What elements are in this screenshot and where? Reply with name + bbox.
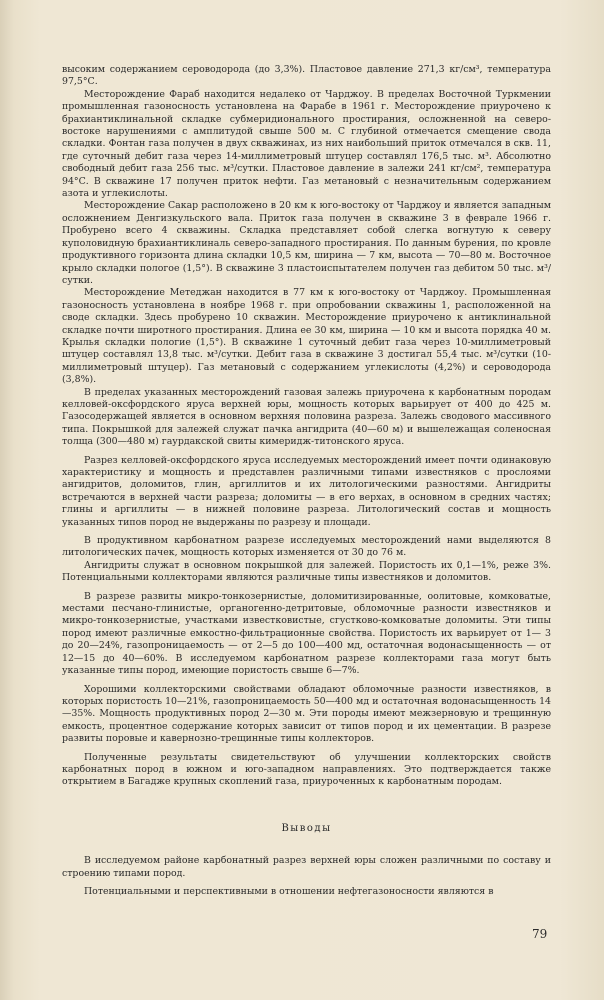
conclusion-paragraph: Потенциальными и перспективными в отношении нефтегазоносности являются в	[84, 885, 494, 897]
paragraph: В разрезе развиты микро-тонкозернистые, доломитизированные, оолитовые, комковатые, местами песчано-глинистые, органогенно-детритовые, обломочные разности известняков и микро-тонкозернистые, участками известковистые, сгустково-комковатые доломиты. Эти типы пород имеют различные емкостно-фильтрационные свойства. Пористость их варьирует от 1— 3 до 20—24%, газопроницаемость — от 2—5 до 100—400 мд, остаточная водонасыщенность — от 12—15 до 40—60%. В исследуемом карбонатном разрезе коллекторами газа могут быть указанные типы пород, имеющие пористость свыше 6—7%.	[62, 590, 551, 677]
paragraph: Ангидриты служат в основном покрышкой для залежей. Пористость их 0,1—1%, реже 3%. Потенциальными коллекторами являются различные типы известняков и доломитов.	[62, 559, 551, 584]
paragraph: Месторождение Метеджан находится в 77 км к юго-востоку от Чарджоу. Промышленная газоносность установлена в ноябре 1968 г. при опробовании скважины 1, расположенной на своде складки. Здесь пробурено 10 скважин. Месторождение приурочено к антиклинальной складке почти широтного простирания. Длина ее 30 км, ширина — 10 км и высота порядка 40 м. Крылья складки пологие (1,5°). В скважине 1 суточный дебит газа через 10-миллиметровый штуцер составлял 13,8 тыс. м³/сутки. Дебит газа в скважине 3 достигал 55,4 тыс. м³/сутки (10-миллиметровый штуцер). Газ метановый с содержанием углекислоты (4,2%) и сероводорода (3,8%).	[62, 287, 551, 386]
conclusion-paragraph: В исследуемом районе карбонатный разрез верхней юры сложен различными по составу и строению типами пород.	[62, 855, 551, 879]
paragraph: высоким содержанием сероводорода (до 3,3%). Пластовое давление 271,3 кг/см³, температура 97,5°С.	[62, 64, 551, 88]
paragraph: Полученные результаты свидетельствуют об улучшении коллекторских свойств карбонатных пород в южном и юго-западном направлениях. Это подтверждается также открытием в Багадже крупных скоплений газа, приуроченных к карбонатным породам.	[62, 751, 551, 788]
paragraph: Месторождение Сакар расположено в 20 км к юго-востоку от Чарджоу и является западным осложнением Денгизкульского вала. Приток газа получен в скважине 3 в феврале 1966 г. Пробурено всего 4 скважины. Складка представляет собой слегка вогнутую к северу куполовидную брахиантиклиналь северо-западного простирания. По данным бурения, по кровле продуктивного горизонта длина складки 10,5 км, ширина — 7 км, высота — 70—80 м. Восточное крыло складки пологое (1,5°). В скважине 3 пластоиспытателем получен газ дебитом 50 тыс. м³/сутки.	[62, 200, 551, 286]
section-heading: Выводы	[281, 822, 332, 834]
paragraph: В пределах указанных месторождений газовая залежь приурочена к карбонатным породам келловей-оксфордского яруса верхней юры, мощность которых варьирует от 400 до 425 м. Газосодержащей является в основном верхняя половина разреза. Залежь сводового массивного типа. Покрышкой для залежей служат пачка ангидрита (40—60 м) и вышележащая соленосная толща (300—480 м) гаурдакской свиты кимеридж-титонского яруса.	[62, 386, 551, 448]
page-number: 79	[532, 927, 548, 941]
paragraph: В продуктивном карбонатном разрезе исследуемых месторождений нами выделяются 8 литологических пачек, мощность которых изменяется от 30 до 76 м.	[62, 535, 551, 559]
text-column	[62, 64, 551, 898]
paragraph: Хорошими коллекторскими свойствами обладают обломочные разности известняков, в которых пористость 10—21%, газопроницаемость 50—400 мд и остаточная водонасыщенность 14—35%. Мощность продуктивных пород 2—30 м. Эти породы имеют межзерновую и трещинную емкость, процентное содержание которых зависит от типов пород и их цементации. В разрезе развиты поровые и кавернозно-трещинные типы коллекторов.	[62, 683, 551, 745]
paragraph: Разрез келловей-оксфордского яруса исследуемых месторождений имеет почти одинаковую характеристику и мощность и представлен различными типами известняков с прослоями ангидритов, доломитов, глин, аргиллитов и их литологическими разностями. Ангидриты встречаются в верхней части разреза; доломиты — в его верхах, в основном в средних частях; глины и аргиллиты — в нижней половине разреза. Литологический состав и мощность указанных типов пород не выдержаны по разрезу и площади.	[62, 454, 551, 528]
paragraph: Месторождение Фараб находится недалеко от Чарджоу. В пределах Восточной Туркмении промышленная газоносность установлена на Фарабе в 1961 г. Месторождение приурочено к брахиантиклинальной складке субмеридионального простирания, осложненной на северо-востоке нарушениями с амплитудой свыше 500 м. С глубиной отмечается смещение свода складки. Фонтан газа получен в двух скважинах, из них наибольший приток отмечался в скв. 11, где суточный дебит газа через 14-миллиметровый штуцер составлял 176,5 тыс. м³. Абсолютно свободный дебит газа 256 тыс. м³/сутки. Пластовое давление в залежи 241 кг/см², температура 94°С. В скважине 17 получен приток нефти. Газ метановый с незначительным содержанием азота и углекислоты.	[62, 88, 551, 200]
